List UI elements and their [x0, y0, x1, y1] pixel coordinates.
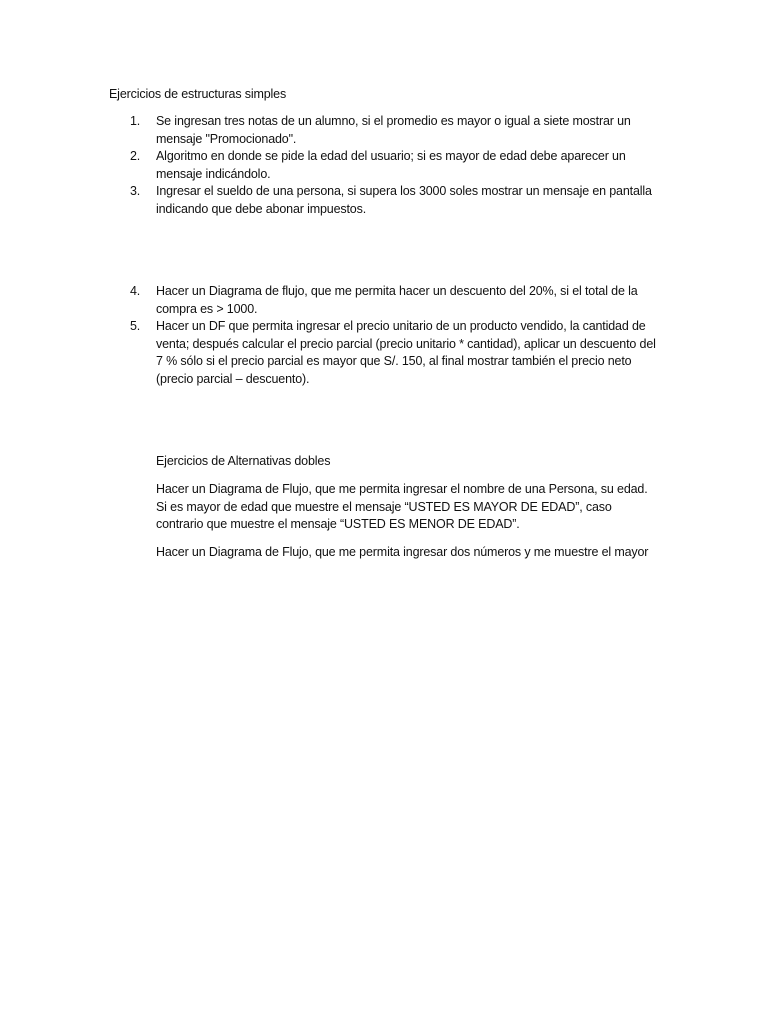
exercise-number: 3. [130, 184, 141, 198]
exercise-paragraph-2: Hacer un Diagrama de Flujo, que me permita ingresar dos números y me muestre el mayor [156, 545, 649, 559]
section-title-alternativas-dobles: Ejercicios de Alternativas dobles [156, 454, 331, 468]
exercise-text: Hacer un DF que permita ingresar el precio unitario de un producto vendido, la cantidad de venta; después calcular el precio parcial (precio unitario * cantidad), aplicar un descuento del 7 % sólo si el precio parcial es mayor que S/. 150, al final mostrar también el precio neto (precio parcial – descuento). [156, 319, 656, 386]
exercise-number: 2. [130, 149, 141, 163]
exercise-number: 5. [130, 319, 141, 333]
exercise-item-3 [130, 183, 660, 218]
section-title-estructuras-simples: Ejercicios de estructuras simples [109, 87, 287, 101]
exercise-text: Se ingresan tres notas de un alumno, si el promedio es mayor o igual a siete mostrar un mensaje "Promocionado". [156, 114, 631, 146]
exercise-number: 1. [130, 114, 141, 128]
exercise-number: 4. [130, 284, 141, 298]
exercise-text: Ingresar el sueldo de una persona, si supera los 3000 soles mostrar un mensaje en pantalla indicando que debe abonar impuestos. [156, 184, 652, 216]
exercise-list-part-1 [130, 113, 660, 218]
exercise-list-part-2 [130, 283, 660, 388]
exercise-paragraph-1: Hacer un Diagrama de Flujo, que me permita ingresar el nombre de una Persona, su edad. Si es mayor de edad que muestre el mensaje “USTED ES MAYOR DE EDAD”, caso contrario que muestre el mensaje “USTED ES MENOR DE EDAD”. [156, 482, 648, 531]
exercise-text: Algoritmo en donde se pide la edad del usuario; si es mayor de edad debe aparecer un mensaje indicándolo. [156, 149, 626, 181]
exercise-item-1 [130, 113, 660, 148]
exercise-item-5 [130, 318, 660, 388]
exercise-text: Hacer un Diagrama de flujo, que me permita hacer un descuento del 20%, si el total de la compra es > 1000. [156, 284, 638, 316]
exercise-item-2 [130, 148, 660, 183]
exercise-item-4 [130, 283, 660, 318]
